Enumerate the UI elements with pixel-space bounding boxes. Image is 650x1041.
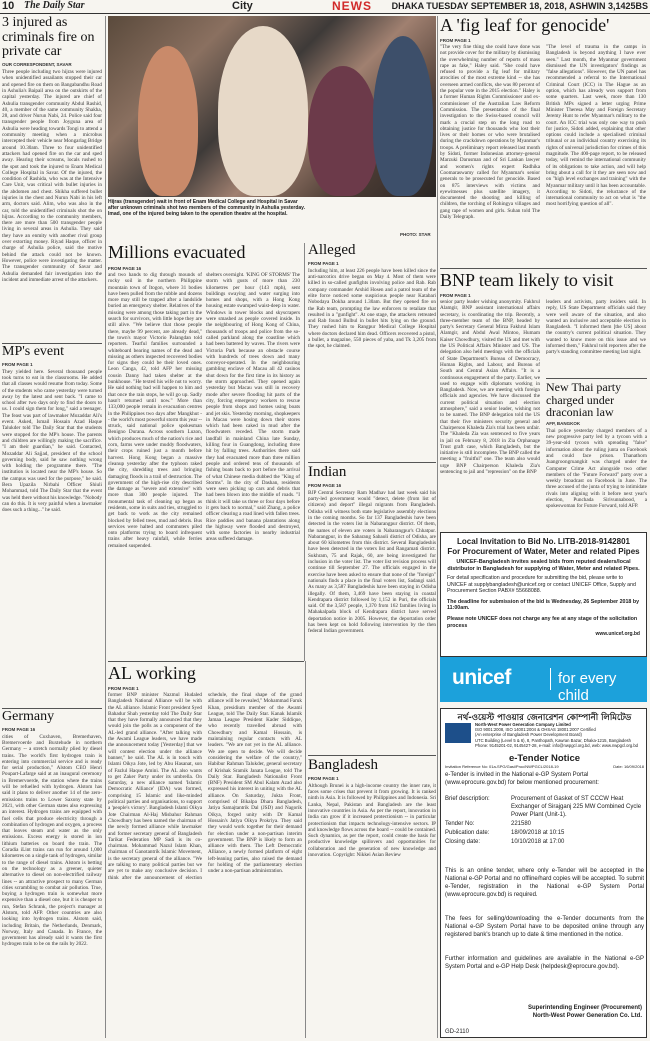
article-body: BJP Central Secretary Ram Madhav had last week said his party-led government would "detect, delete (from list of citizens) and deport" illegal migrants from Bangladesh. Odisha will witness both state legislative assembly elections in the coming months. So far 137 Bangladeshis have been detected in the voters list in Nabarangpur district. Of them, the names of eleven are voters in Nabarangpur's Chhatpur. Nabarangpur, in the Sabarang Sabaoli district of Odisha, are about 60 kilometres from this district. Several Bangladeshis have been detected in the voters list and Rangamati district. Sukhram, 75 and Rajak, 60, are being investigated for inclusion in the voter list. The voter list revision process will continue till September 27. The officials engaged in the exercise have been asked to ensure that none of the "foreign" nationals finds a place in the final voters list, Sadangi said. As many as 3,587 Bangladeshis have been staying in Odisha illegally. Of them, 3,469 have been staying in coastal Kendrapara district followed by 1,152 in Puri, the officials said. Of the 3,587 people, 1,370 from 162 families living in Mahakalpada block of Kendrapara district have served deportation notice in 2005. However, the deportation order has been kept on hold following intervention by the then federal Indian government. bbox=[308, 489, 436, 635]
page-header bbox=[0, 0, 650, 14]
photo-hijra-injured bbox=[108, 16, 436, 197]
byline: OUR CORRESPONDENT, SAVAR bbox=[2, 62, 72, 68]
field-value: 221580 bbox=[511, 821, 532, 827]
column-divider bbox=[437, 16, 438, 1038]
tender-title: e-Tender Notice bbox=[508, 753, 581, 764]
article-body: "The very fine thing she could have done was not provide cover for the military by dismissing the overwhelming number of reports of mass rape as fake," Haley said. "She could have refused to provide a fig leaf for military atrocities of the most extreme kind -- she has overseen armed conflicts, she was 80 percent of the popular vote in the 2015 election." Haley is a former Human Rights Commissioner and ex-commissioner of the Australian Law Reform Commission. The presentation of the final investigation to the Swiss-based council will mark a crucial step on the long road to obtaining justice for thousands who lost their lives or their homes or who were brutalised during the crackdown operations by Myanmar's troops. A preliminary report released last month by Sidoti, former Indonesian attorney-general Marzuki Darusman and of Sri Lankan lawyer and women's rights expert Radhika Coomaraswamy called for Myanmar's senior generals to be prosecuted for genocide. Based on 875 interviews with victims and eyewitnesses plus satellite imagery, it documented the shooting and killing of children, the torching of Rohingya villages and gang rape of women and girls. Suhan told The Daily Telegraph. bbox=[440, 44, 540, 221]
gd-number: GD-2110 bbox=[445, 1029, 469, 1035]
unicef-logo: unicef bbox=[452, 666, 511, 689]
table-row bbox=[445, 820, 644, 829]
divider bbox=[308, 755, 436, 756]
article-germany bbox=[2, 710, 102, 1039]
invitation-date: Date: 16/09/2018 bbox=[613, 764, 644, 769]
field-label: Tender No: bbox=[445, 821, 475, 827]
section-label: City bbox=[232, 0, 253, 12]
tender-paragraph-fees: The fees for selling/downloading the e-Tender documents from the National e-GP System Portal have to be deposited online through any registered bank's branch up to date & time mentioned in the notice. bbox=[445, 916, 644, 938]
bid-deadline: The deadline for submission of the bid is Wednesday, 26 September 2018 by 11:00am. bbox=[447, 598, 640, 612]
company-contact: Phone: 9145201-02, 9145427-28, e-mail: info@nwpgcl.org.bd, web: www.nwpgcl.org.bd bbox=[475, 742, 639, 748]
column-divider bbox=[105, 16, 106, 1038]
nwpgcl-tender-ad bbox=[440, 708, 647, 1038]
article-bangladesh bbox=[308, 758, 436, 1038]
byline: FROM PAGE 16 bbox=[108, 266, 142, 271]
article-mp-event bbox=[2, 345, 102, 679]
headline: Alleged bbox=[308, 242, 356, 258]
field-value: Procurement of Gasket of ST CCCW Heat Exchanger of Sirajganj 225 MW Combined Cycle Power Plant (Unit-1). bbox=[511, 796, 642, 818]
dateline: DHAKA TUESDAY SEPTEMBER 18, 2018, ASHWIN 3,1425BS bbox=[391, 1, 648, 11]
headline: Germany bbox=[2, 709, 55, 724]
byline: FROM PAGE 1 bbox=[308, 775, 339, 781]
divider bbox=[308, 462, 436, 463]
invitation-reference-row bbox=[445, 764, 644, 769]
article-bnp-team bbox=[440, 271, 647, 290]
tender-paragraph-online: This is an online tender, where only e-Tender will be accepted in the National e-GP Portal and no offline/hard copies will be accepted. To submit e-Tender, registration in the National e-GP System Portal (www.eprocure.gov.bd) is required. bbox=[445, 868, 644, 898]
article-body: cities of Cuxhaven, Bremerhaven, Bremervoerde and Buxtehude in northern Germany -- a stretch normally plied by diesel trains. The world's first hydrogen train is entering into commercial service and is ready for serial production," Alstom CEO Henri Poupart-Lafarge said at an inaugural ceremony in Bremervoerde, the station where the trains will be refuelled with hydrogen. Alstom has said it plans to deliver another 14 of the zero-emissions trains to Lower Saxony state by 2021, with other German states also expressing an interest. Hydrogen trains are equipped with fuel cells that produce electricity through a combination of hydrogen and oxygen, a process that leaves steam and water as the only emissions. Excess energy is stored in ion lithium batteries on board the train. The Coradia iLint trains can run for around 1,000 kilometres on a single tank of hydrogen, similar to the range of diesel trains. Alstom is betting on the technology as a greener, quieter alternative to diesel on non-electrified railway lines -- an attractive prospect to many German cities scrambling to combat air pollution. True, buying a hydrogen train is somewhat more expensive than a diesel one, but it is cheaper to run, Stefan Schrank, the project's manager at Alstom, told AFP. Other countries are also looking into hydrogen trains. Alstom said, including Britain, the Netherlands, Denmark, Norway, Italy and Canada. In France, the government has already said it wants the first hydrogen train to be on the rails by 2022. bbox=[2, 733, 102, 948]
headline: A 'fig leaf for genocide' bbox=[440, 15, 610, 35]
field-label: Brief description: bbox=[445, 796, 490, 802]
signatory bbox=[528, 1005, 642, 1020]
table-row bbox=[445, 838, 644, 847]
byline: FROM PAGE 1 bbox=[108, 686, 139, 691]
company-address: UTC Building (Level 5 & 6), 8, Panthopath, Kawran Bazar, Dhaka-1215, Bangladesh bbox=[475, 737, 631, 743]
headline: Millions evacuated bbox=[108, 242, 246, 262]
invitation-reference: Invitation Reference No: 01a-SPG/Gasi/Proc/NWPGCL/2018-19 bbox=[445, 764, 559, 769]
unicef-website[interactable]: www.unicef.org.bd bbox=[595, 631, 640, 638]
company-subsidiary: (An enterprise of Bangladesh Power Development Board) bbox=[475, 732, 582, 738]
byline: FROM PAGE 1 bbox=[308, 260, 339, 266]
article-body: former BNP minister Nazmul Hudaled Bangladesh National Alliance will be with the AL alliance. Islamic Front president Syed Bahadur Shah yesterday told The Daily Star that they have formally announced that they would join the polls as a component of the AL-led grand alliance. "After talking with the Awami League leaders, we have made the announcement today [Yesterday] that we will contest election under the alliance banner," he said. The AL is in touch with Islami Oikya Jote, led by Abu Hasanat, son of Fazlul Haque Amini. The AL also wants to get Zaker Party under its umbrella. On Saturday, a new alliance named 'Islamic Democratic Alliance' (IDA) was formed, comprising 15 Islamic and like-minded political parties and organisations, to support a 'people's victory'. Bangladesh Islami Oikya Jote Chairman Al-Haj Misbahur Rahman Chowdhury has been named the chairman of the newly formed alliance while lawmaker and former secretary general of Bangladesh Tarikat Federation MP Sadi is its co-chairman. Mohammad Nazul Islam Khan, chairman of Ganotantrik Islamic Movement, is the secretary general of the alliance. "We are talking to many political parties but we are yet to make any conclusive decision. I think after the announcement of election schedule, the final shape of the grand alliance will be revealed," Mohammad Faruk Khan, presidium member of the Awami League, told The Daily Star. Kanak Islamik Jamaa League President Kader Siddique, who recently travelled abroad with Chowdhury and Kamal Hossain, is maintaining regular contacts with AL leaders. "We are not yet in the AL alliance. We are open to decide. We will decide considering the welfare of the country," Habibur Rahman Talukder, general secretary of Krishak Sramik Janata League, told The Daily Star. Bangladesh Nationalist Front (BNF) President SM Abul Kalam Azad also expressed his interest in uniting with the AL alliance. On Saturday, Jukta Front, comprised of Bikalpa Dhara Bangladesh, Jatiya Samajtantrik Dal (JSD) and Nagorik Oikya, forged unity with Dr Kamal Hossain's Jatiya Oikya Prokriya. They said they would work together for their demand for election under a non-partisan interim government. The BNP is likely to form an alliance with them. The Left Democratic Alliance, a newly formed platform of eight left-leaning parties, also raised the demand for holding of the parliamentary election under a non-partisan administration. bbox=[108, 692, 302, 881]
article-body: senior party leader wishing anonymity. Fakhrul Alamgir, BNP assistant international affairs secretary, is coordinating the trip. Recently, a three-member team of the BNP, headed by party's Secretary General Mirza Fakhrul Islam Alamgir, and Abdul Awal Mintoo, Humam Kaiser Chowdhury, visited the US and met with the US Political Affairs Minister and US. The delegation also held meetings with the officials of State Department's Bureau of Democracy, Human Rights, and Labour, and Bureau of South and Central Asian Affairs. "It is a continuous engagement of the party. Earlier, we used to engage with diplomats working in Bangladesh. Now, we are meeting with foreign officials and agencies. We have discussed the current political situation and election atmosphere," said a senior leader, wishing not to be named. The BNP delegation told the US that their five ministers security general and Chairperson Khaleda Zia's trial has been unfair. The "Khaleda Zia was sentenced to five years in jail on February 8, 2018 in Zia Orphanage Trust graft case, which Bangladesh, but the initiative is still incomplete. The BNP called the meeting a "fruitful" one. The team also would urge BNP Chairperson Khaleda Zia's sentencing to jail and "repression" on the BNP bbox=[440, 299, 540, 476]
column-divider bbox=[304, 243, 305, 661]
article-body-continued: leaders and activists, party insiders said. In reply, US State Department officials said they were well aware of the situation, and also wanted an inclusive and acceptable election in Bangladesh. "I informed them [the US] about the country's current political situation. They wanted to know more on this issue and we informed them," Fakhrul told reporters after the party's standing committee meeting last night. bbox=[546, 299, 646, 356]
iso-certification: ISO 9001:2008, ISO 14001:2004 & OHSAS 18001:2007 Certified bbox=[475, 727, 596, 733]
divider bbox=[108, 661, 304, 662]
article-body-continued: shelters overnight. 'KING OF STORMS' The storm with gusts of more than 230 kilometres per hour (143 mph), sent buildings swaying and water surging into homes and shops, with a Hong Kong housing estate swamped waist-deep in water. Windows in tower blocks and skyscrapers were smashed as people covered inside. In the neighbouring of Hong Kong of China, thousands of troops and police from the so-called parkland along the coastline which had been battered by waves. The rivers were Victoria Park because an obstacle course with hundreds of trees down and many conveyor-operated. In the neighbouring gambling enclave of Macau all 42 casinos shut down for the first time in its history as the storm approached. They opened again yesterday but Macau was still in recovery mode after severe flooding hit parts of the city, forcing emergency workers to rescue people from shops and homes using boats and jet skis. Yesterday morning, shopkeepers in Macau were hosing down their stores which had been caked in mud after the floodwaters receded. The storm made landfall in mainland China late Sunday, killing four in Guangdong, including three hit by falling trees. Authorities there said they had evacuated more than three million people and ordered tens of thousands of fishing boats back to port before the arrival of what Chinese media dubbed the "King of Storms". In the city of Dashan, residents were seen picking up cars and debris that had been blown into the middle of roads. "I think it will take us three or four days before it gets back to normal," said Zhang, a police officer clearing a road lined with fallen trees. Rice paddies and banana plantations along the highway were flooded and destroyed, with some factories in nearby industrial areas suffered damage. bbox=[206, 272, 300, 543]
photo-caption: Hijras (transgender) wait in front of Enam Medical College and Hospital in Savar after unknown criminals shot two members of the community in Ashulia yesterday. Imad, one of the injured being taken to the operation theatre at the hospital. bbox=[108, 199, 305, 217]
unicef-banner bbox=[440, 657, 647, 702]
company-info bbox=[475, 722, 645, 748]
field-value: 10/10/2018 at 17:00 bbox=[511, 839, 565, 845]
table-row bbox=[445, 795, 644, 820]
tender-paragraph-info: Further information and guidelines are available in the National e-GP System Portal and e-GP Help Desk (helpdesk@eprocure.gov.bd). bbox=[445, 956, 644, 970]
headline: Bangladesh bbox=[308, 757, 378, 773]
article-new-thai-party bbox=[546, 381, 647, 533]
article-body: Although Brunei is a high-income country the inner rate, it faces some crises that prevent it from growing. It is ranked ninth in Asia. It is followed by Philippines and Indonesia. Sri Lanka, Nepal, Pakistan and Bangladesh are the least innovative countries in Asia. As per the report, innovation in India can grow if it increased protectionism -- in particular protectionism that impacts technology-intensive sectors. IP and knowledge flows across the board -- could be contained. Such dynamics, as per the report, could create the basis for productive knowledge spillovers and opportunities for collaboration and the generation of new knowledge and innovation. Copyright: Nikkei Asian Review bbox=[308, 782, 436, 859]
byline: AFP, BANGKOK bbox=[546, 420, 581, 426]
signatory-title: Superintending Engineer (Procurement) bbox=[527, 1005, 642, 1011]
divider bbox=[440, 268, 647, 269]
headline: New Thai party charged under draconian law bbox=[546, 380, 622, 420]
article-al-working bbox=[108, 664, 304, 683]
article-injured bbox=[2, 16, 102, 335]
bid-title: For Procurement of Water, Meter and related Pipes bbox=[447, 547, 640, 556]
page-number: 10 bbox=[2, 0, 15, 12]
field-label: Publication date: bbox=[445, 830, 490, 836]
unicef-bid-ad bbox=[440, 532, 647, 657]
article-body: Including him, at least 226 people have been killed since the anti-narcotics drive began on May 4. Most of them were killed in so-called gunfights involving police and Rab. Rab company commander Arshid Hosen and a patrol team of the elite force noticed some suspicious people near Katabari Nobodaya Dokha around 1.30am. But they opened fire on the Rab team, prompting the law enforcers to retaliate that resulted in a "gunfight". At one stage, the attackers retreated and Rab found Bulbul in bullet hits lying on the ground. They rushed him to Rangpur Medical College Hospital where doctors declared him dead. Officers recovered a pistol, a bullet, a magazine, 550 pieces of yaba, and Tk 3,205 from the spot, he claimed. bbox=[308, 267, 436, 350]
article-indian bbox=[308, 465, 436, 754]
divider bbox=[546, 378, 647, 379]
column-divider bbox=[305, 661, 306, 1038]
signatory-organisation: North-West Power Generation Co. Ltd. bbox=[532, 1012, 642, 1019]
article-body: and two hands to dig through mounds of rocky soil in the northern Philippine mountain town of Itogon, where 31 bodies have been pulled from the rubble and dozens more may still be trapped after a landslide buried an emergency shelter. Relatives of the missing were among those taking part in the search for survivors, with little hope they are still alive. "We believe that those people there, maybe 99 percent, are already dead," the town's mayor Victorio Palangdan told reporters. Tearful families surrounded a whiteboard bearing names of the dead and missing as others inspected recovered bodies for signs they could be their loved ones. Leon Canga, 42, told AFP her missing cousin Danny had taken shelter at the bunkhouse. "He texted his wife not to worry. He said nothing bad will happen to him and that once the rain stops, he will go up. Sadly hasn't returned until now." More than 133,000 people remain in evacuation centres in the Philippines two days after Mangkhut -- the world's most powerful storm this year -- struck, said national police spokesman Benigno Durana. Across southern Luzon, which produces much of the nation's rice and corn, farms were under muddy floodwaters, their crops ruined just a month before harvest. Hong Kong began a massive cleanup yesterday after the typhoon raked the city, shredding trees and bringing damaging floods in a trail of destruction. The government of the high-rise city described the damage as "severe and extensive" with more than 300 people injured. The monumental task of cleaning up began as residents, some in suits and ties, struggled to get back to work as the city remained blocked by felled trees, mud and debris. Bus services were halted and commuters piled onto platforms trying to board infrequent trains after heavy rainfall, while ferries remained suspended. bbox=[108, 272, 202, 549]
table-row bbox=[445, 829, 644, 838]
bid-reference: Local Invitation to Bid No. LITB-2018-9142801 bbox=[457, 537, 630, 546]
tender-intro: e-Tender is invited in the National e-GP System Portal (www.eprocure.gov.bd) for below mentioned procurement: bbox=[445, 772, 599, 786]
article-body: Three people including two hijras were injured when unidentified assailants stopped their car and opened fire on them on Bangabandhu Road in Ashulia's Baipail area on the outskirts of the capital yesterday. The injured are chief of Ashulia transgender community Abdul Rashid, 40, a member of the same community Shakha, 28, and driver Nurun Nabi, 24. Police said four transgender people from Joyguna area of Ashulia were heading towards Tongi to attend a community meeting when a microbus intercepted their vehicle near Mongarlag Bridge around 10.30am. Three to four unidentified attackers had opened fire on the car and sped away. Hearing their screams, locals rushed to the spot and took the injured to Enam Medical College Hospital in Savar. Of the injured, the condition of Rashida, who was at the Intensive Care Unit, was critical with bullet injuries in the abdomen and chest. Shikha suffered bullet injuries in the chest and Nurun Nabi in his left arm, doctors said. Alim, who was also in the car, told the unidentified criminals shot the on hijras. According to the community members, there are more than 500 transgender people living in several areas in Ashulia. They said they have an enmity with another rival group over extorting money. Riyad Haque, officer in charge of Ashulia police, said the motive behind the attack could not be known. However, police were investigating the matter. The transgender community of Savar and Ashulia demanded fair investigation into the incident and immediate arrest of the attackers. bbox=[2, 69, 102, 283]
section-label-news: NEWS bbox=[332, 0, 372, 13]
article-body-continued: "The level of trauma in the camps in Bangladesh is beyond anything I have ever seen." Last month, the Myanmar government dismissed the UN investigators' findings as "false allegations". However, the UN panel has recommended a referral to the International Criminal Court (ICC) in The Hague as an option, which has already won support from some quarters. Last week, more than 130 British MPs signed a letter urging Prime Minister Theresa May and Foreign Secretary Jeremy Hunt to refer Myanmar's military to the court. An ICC trial was only one way to push for justice, Sidoti added, explaining that other options could include a specialised criminal tribunal or an individual country exercising its rights of universal jurisdiction for crimes of this magnitude. The 400-page report, to be released today, will remind the international community of its obligations to take action, and will help bring about a call for it they are seen now and on "high level exchanges and training" with the Myanmar military until it has been accountable. According to Sidoti, the reluctance of the international community to act on what is "the most horrifying question of all". bbox=[546, 44, 646, 208]
logo-separator bbox=[550, 668, 551, 690]
field-value: 18/09/2018 at 10:15 bbox=[511, 830, 565, 836]
unicef-tagline: for every child bbox=[558, 670, 617, 704]
headline: Indian bbox=[308, 464, 347, 480]
photo-credit: PHOTO: STAR bbox=[400, 232, 431, 237]
headline: BNP team likely to visit bbox=[440, 270, 614, 290]
byline: FROM PAGE 1 bbox=[440, 293, 471, 298]
bid-description: UNICEF-Bangladesh invites sealed bids from reputed dealers/local distributor in Bangladesh for supplying of Water, Meter and related Pipes. bbox=[447, 559, 640, 572]
byline: FROM PAGE 1 bbox=[440, 38, 471, 43]
tender-details-table bbox=[445, 795, 644, 847]
headline: AL working bbox=[108, 663, 196, 683]
headline: MP's event bbox=[2, 344, 65, 359]
byline: FROM PAGE 16 bbox=[2, 726, 36, 732]
byline: FROM PAGE 1 bbox=[2, 361, 33, 367]
byline: FROM PAGE 16 bbox=[308, 482, 342, 488]
headline: 3 injured as criminals fire on private car bbox=[2, 15, 95, 60]
company-name: North-West Power Generation Company Limited bbox=[475, 722, 571, 727]
company-logo-icon bbox=[445, 723, 471, 743]
article-millions-evacuated bbox=[108, 243, 308, 262]
article-body: Thai police yesterday charged members of a new progressive party led by a tycoon with a 39-year-old tycoon with spreading "false" information about the ruling junta on Facebook and could face prison. Thanathorn Juangroongruangkit was charged under the Computer Crime Act alongside two other members of the "Future Forward" party over a weekly broadcast on Facebook in June. The three accused of the junta of trying to intimidate rivals into aligning with it before next year's election, Punchada Sirivunnabood, a spokeswoman for Future Forward, told AFP. bbox=[546, 427, 647, 510]
bid-fee-note: Please note UNICEF does not charge any fee at any stage of the solicitation process bbox=[447, 615, 638, 629]
company-name-bengali: নর্থ-ওয়েস্ট পাওয়ার জেনারেশন কোম্পানী লিমিটেড bbox=[457, 713, 632, 723]
article-body: They yielded here. Several thousand people took turns to eat in the classrooms. He added that all classes would resume from today. Some of the students who came yesterday were turned away by the latest and sent back. "I came to school after two days only to find the doors to us. I could sign them for long," said a teenager. The feast was part of lawmaker Mozaddar Ali's event. Asked, Ismail Hossain Azad Haque Talukder told The Daily Star that the students were stopped for the MP's house. The parents and children are willingly making the sacrifice. "I am their guardian," he said. Contacted, Mozaddar Ali Sajjad, president of the school governing body, said he saw nothing wrong with holding the programme there. "The institution is located near the MP's house. So the campus was used for the purpose," he said. Bera Upazila Nirbahi Officer Shiuli Mohammad, told The Daily Star that the event was held there without his knowledge. "Nobody can do this. It is very painful when a lawmaker does such a thing..." he said. bbox=[2, 368, 102, 514]
bid-info: For detail specification and procedure for submitting the bid, please write to UNICEF at supplybangladesh@unicef.org or contact UNICEF Office, Supply and Procurement Section PABX# 55668088. bbox=[447, 575, 636, 595]
article-alleged bbox=[308, 243, 436, 460]
article-fig-leaf bbox=[440, 16, 647, 35]
masthead-logo: The Daily Star bbox=[24, 0, 85, 11]
field-label: Closing date: bbox=[445, 839, 481, 845]
